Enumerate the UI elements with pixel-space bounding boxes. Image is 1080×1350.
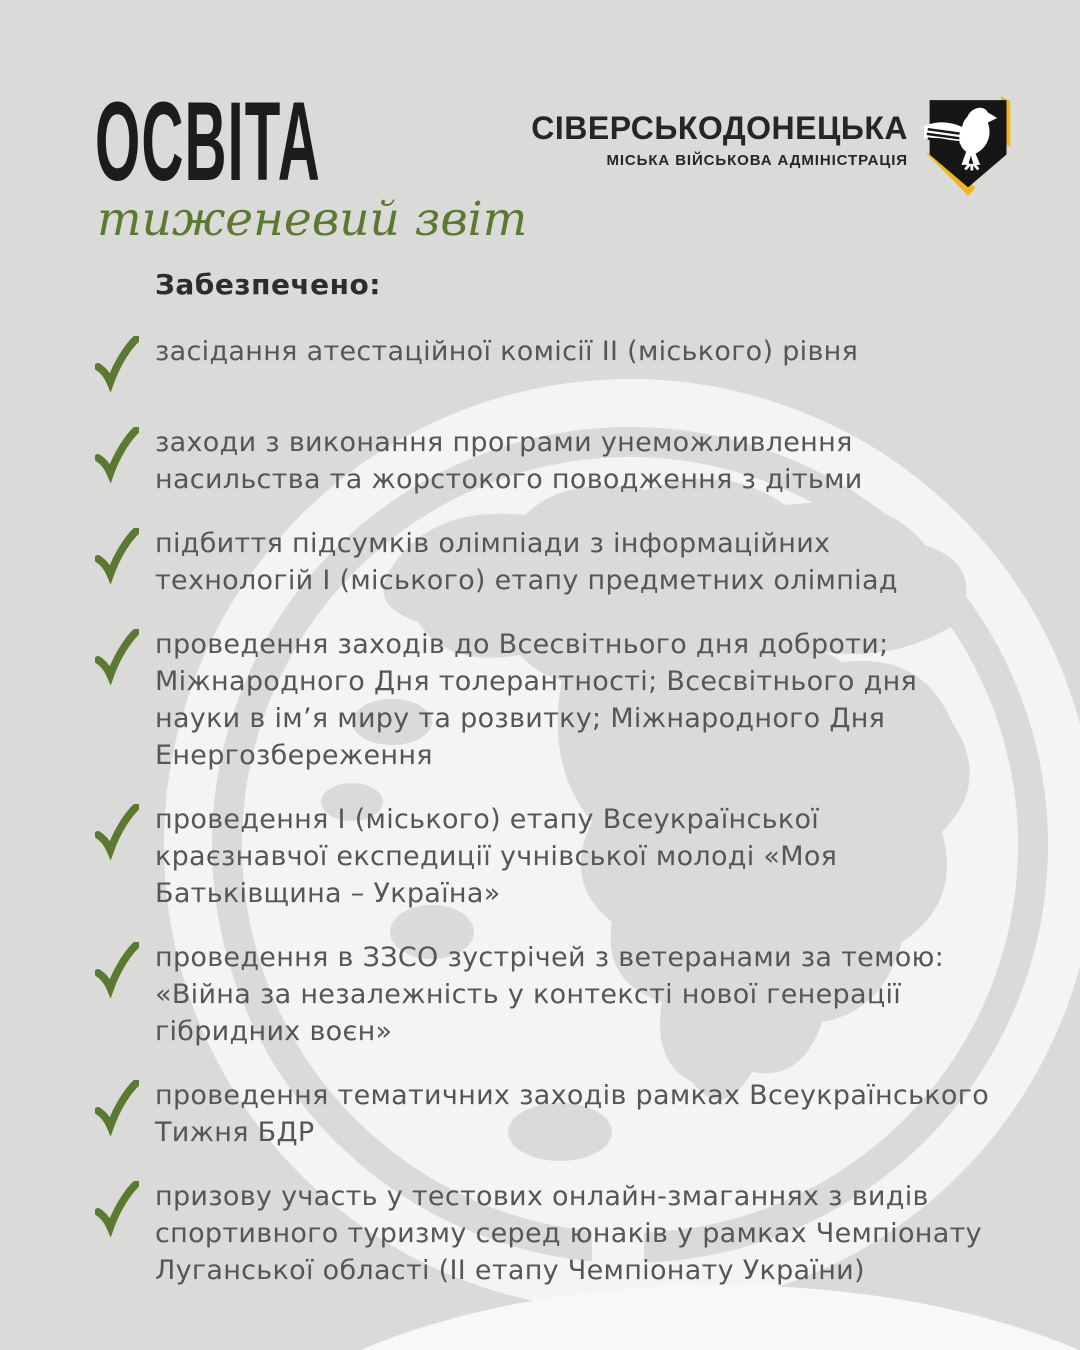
section-heading: Забезпечено:	[155, 268, 381, 301]
org-header	[531, 96, 1014, 198]
checkmark-icon	[95, 939, 155, 1003]
checklist	[95, 333, 1005, 1289]
checkmark-icon	[95, 626, 155, 690]
page-subtitle: тиженевий звіт	[97, 192, 528, 247]
checklist-item-text: засідання атестаційної комісії ІІ (міського) рівня	[155, 336, 859, 367]
checklist-item-text: призову участь у тестових онлайн-змаганнях з видів спортивного туризму серед юнаків у рамках Чемпіонату Луганської області (ІІ етапу Чемпіонату України)	[155, 1181, 982, 1286]
checklist-item	[95, 1077, 1005, 1151]
checkmark-icon	[95, 333, 155, 397]
checkmark-icon	[95, 1178, 155, 1242]
checkmark-icon	[95, 525, 155, 589]
checklist-item	[95, 525, 1005, 599]
page-title: ОСВІТА	[95, 79, 321, 204]
checklist-item-text: проведення в ЗЗСО зустрічей з ветеранами за темою: «Війна за незалежність у контексті нової генерації гібридних воєн»	[155, 942, 945, 1047]
checklist-item	[95, 424, 1005, 498]
checklist-item-text: проведення тематичних заходів рамках Всеукраїнського Тижня БДР	[155, 1080, 990, 1148]
checklist-item-text: заходи з виконання програми унеможливлення насильства та жорстокого поводження з дітьми	[155, 427, 863, 495]
checkmark-icon	[95, 1077, 155, 1141]
org-subtitle: МІСЬКА ВІЙСЬКОВА АДМІНІСТРАЦІЯ	[606, 152, 908, 169]
checklist-item	[95, 333, 1005, 397]
checklist-item	[95, 626, 1005, 774]
checkmark-icon	[95, 801, 155, 865]
checklist-item-text: проведення заходів до Всесвітнього дня доброти; Міжнародного Дня толерантності; Всесвітнього дня науки в ім’я миру та розвитку; Міжнародного Дня Енергозбереження	[155, 629, 918, 771]
checklist-item	[95, 801, 1005, 912]
checkmark-icon	[95, 424, 155, 488]
shield-dove-icon	[924, 96, 1014, 198]
checklist-item-text: проведення І (міського) етапу Всеукраїнської краєзнавчої експедиції учнівської молоді «Моя Батьківщина – Україна»	[155, 804, 838, 909]
org-name: СІВЕРСЬКОДОНЕЦЬКА	[531, 110, 908, 146]
checklist-item	[95, 1178, 1005, 1289]
report-body	[95, 268, 1005, 1289]
checklist-item-text: підбиття підсумків олімпіади з інформаційних технологій І (міського) етапу предметних олімпіад	[155, 528, 898, 596]
checklist-item	[95, 939, 1005, 1050]
